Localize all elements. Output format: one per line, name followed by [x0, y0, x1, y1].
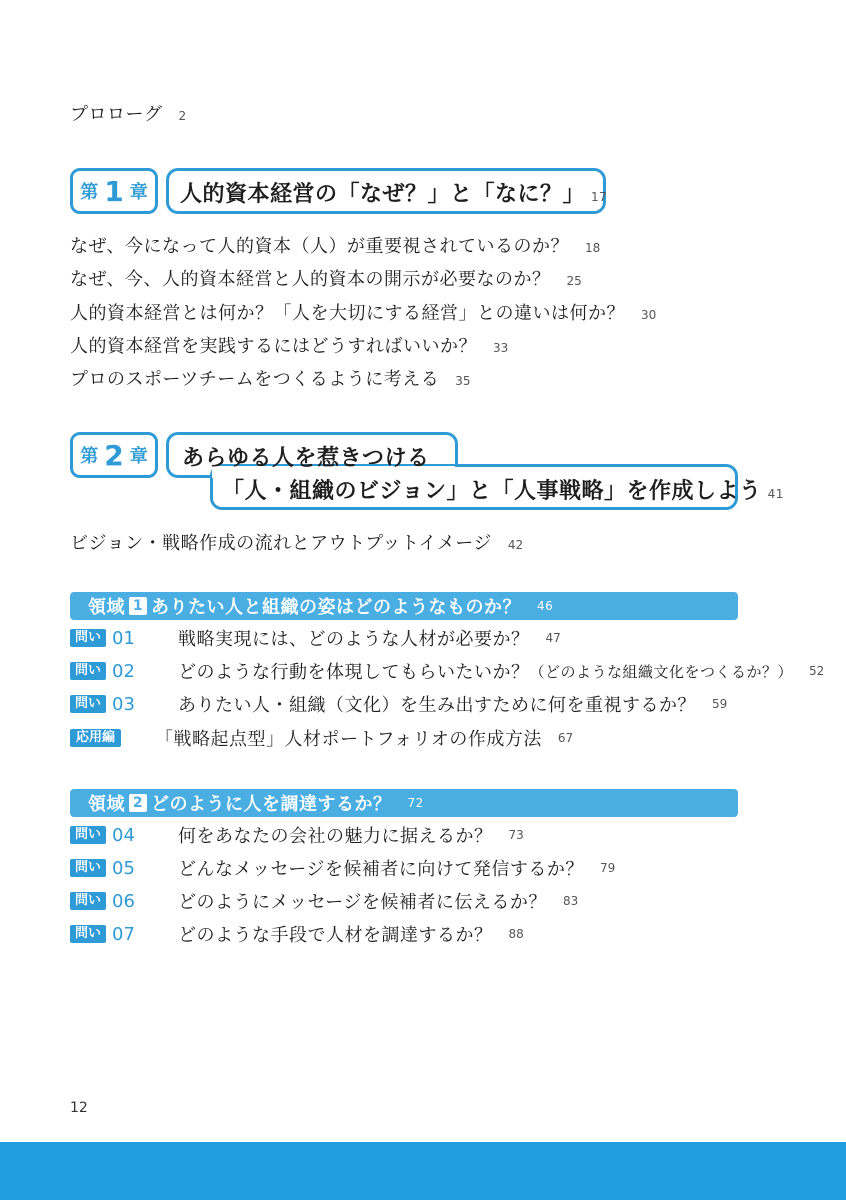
question-number: 04: [112, 824, 135, 846]
toc-entry-page: 30: [641, 308, 657, 322]
question-subtext: （どのような組織文化をつくるか？）: [529, 662, 794, 681]
question-number: 01: [112, 627, 135, 649]
question-row: [70, 659, 824, 683]
chapter1-page: 17: [591, 190, 608, 204]
page-number: 12: [70, 1100, 88, 1116]
question-number: 05: [112, 857, 135, 879]
chapter1-prefix: 第: [80, 182, 99, 203]
chapter1-number: 1: [104, 174, 124, 208]
question-badge: 問い: [70, 925, 106, 943]
question-badge: 問い: [70, 826, 106, 844]
toc-entry: [70, 529, 523, 555]
toc-entry-text: 人的資本経営とは何か？「人を大切にする経営」との違いは何か？: [70, 303, 625, 324]
toc-entry-page: 18: [584, 241, 601, 255]
question-page: 83: [562, 894, 579, 908]
question-text: どんなメッセージを候補者に向けて発信するか？: [178, 859, 584, 880]
question-badge: 問い: [70, 629, 106, 647]
chapter2-number-box: [70, 432, 158, 478]
question-row: [70, 726, 573, 750]
chapter2-title-line2-text: 「人・組織のビジョン」と「人事戦略」を作成しよう: [222, 479, 762, 504]
question-text: どのようにメッセージを候補者に伝えるか？: [178, 892, 547, 913]
domain1-number: 1: [129, 597, 147, 615]
question-page: 47: [545, 631, 561, 645]
question-text: ありたい人・組織（文化）を生み出すために何を重視するか？: [178, 695, 697, 716]
question-page: 79: [599, 861, 616, 875]
toc-entry-text: プロのスポーツチームをつくるように考える: [70, 369, 440, 390]
question-badge: 問い: [70, 695, 106, 713]
domain1-label: 領域: [88, 597, 125, 618]
toc-entry-page: 33: [493, 341, 509, 355]
question-number: 03: [112, 693, 135, 715]
question-text: 「戦略起点型」人材ポートフォリオの作成方法: [155, 729, 542, 750]
applied-badge: 応用編: [70, 729, 121, 747]
prologue-page: 2: [178, 109, 187, 123]
question-row: [70, 889, 578, 913]
toc-entry: [70, 232, 600, 258]
question-text: 何をあなたの会社の魅力に据えるか？: [178, 826, 493, 847]
domain1-page: 46: [537, 599, 554, 613]
toc-entry: [70, 265, 582, 291]
chapter2-title-line2: [222, 474, 784, 505]
question-page: 59: [712, 697, 728, 711]
question-page: 73: [508, 828, 524, 842]
chapter1-suffix: 章: [129, 182, 148, 203]
toc-entry: [70, 365, 471, 391]
toc-entry-text: 人的資本経営を実践するにはどうすればいいか？: [70, 336, 477, 357]
question-row: [70, 692, 727, 716]
question-badge: 問い: [70, 859, 106, 877]
toc-entry-page: 42: [507, 538, 524, 552]
question-page: 88: [508, 927, 524, 941]
chapter2-number: 2: [104, 438, 124, 472]
question-text: どのような行動を体現してもらいたいか？: [178, 662, 530, 683]
question-text: どのような手段で人材を調達するか？: [178, 925, 493, 946]
toc-entry-text: なぜ、今、人的資本経営と人的資本の開示が必要なのか？: [70, 269, 551, 290]
toc-prologue: [70, 100, 186, 126]
toc-entry: [70, 332, 508, 358]
chapter1-number-box: [70, 168, 158, 214]
toc-entry-text: なぜ、今になって人的資本（人）が重要視されているのか？: [70, 236, 569, 257]
domain2-page: 72: [407, 796, 424, 810]
domain2-number: 2: [129, 794, 147, 812]
domain2-title: どのように人を調達するか？: [151, 794, 392, 815]
question-page: 52: [809, 664, 825, 678]
question-row: [70, 823, 524, 847]
question-badge: 問い: [70, 662, 106, 680]
prologue-label: プロローグ: [70, 104, 163, 125]
question-number: 02: [112, 660, 135, 682]
chapter2-prefix: 第: [80, 446, 99, 467]
question-row: [70, 856, 615, 880]
question-row: [70, 626, 561, 650]
chapter1-title-text: 人的資本経営の「なぜ？」と「なに？」: [180, 182, 586, 207]
toc-entry-page: 25: [566, 274, 582, 288]
domain1-title: ありたい人と組織の姿はどのようなものか？: [151, 597, 521, 618]
domain1-bar: [70, 592, 738, 620]
chapter2-page: 41: [767, 487, 784, 501]
domain2-bar: [70, 789, 738, 817]
question-number: 07: [112, 923, 135, 945]
chapter2-title-line1: あらゆる人を惹きつける: [182, 446, 430, 471]
toc-entry-page: 35: [455, 374, 471, 388]
question-number: 06: [112, 890, 135, 912]
question-badge: 問い: [70, 892, 106, 910]
domain2-label: 領域: [88, 794, 125, 815]
question-text: 戦略実現には、どのような人材が必要か？: [178, 629, 530, 650]
toc-entry: [70, 299, 656, 325]
bottom-color-band: [0, 1142, 846, 1200]
chapter1-title: [180, 177, 607, 208]
question-page: 67: [557, 731, 574, 745]
chapter2-suffix: 章: [129, 446, 148, 467]
toc-entry-text: ビジョン・戦略作成の流れとアウトプットイメージ: [70, 533, 492, 554]
question-row: [70, 922, 524, 946]
